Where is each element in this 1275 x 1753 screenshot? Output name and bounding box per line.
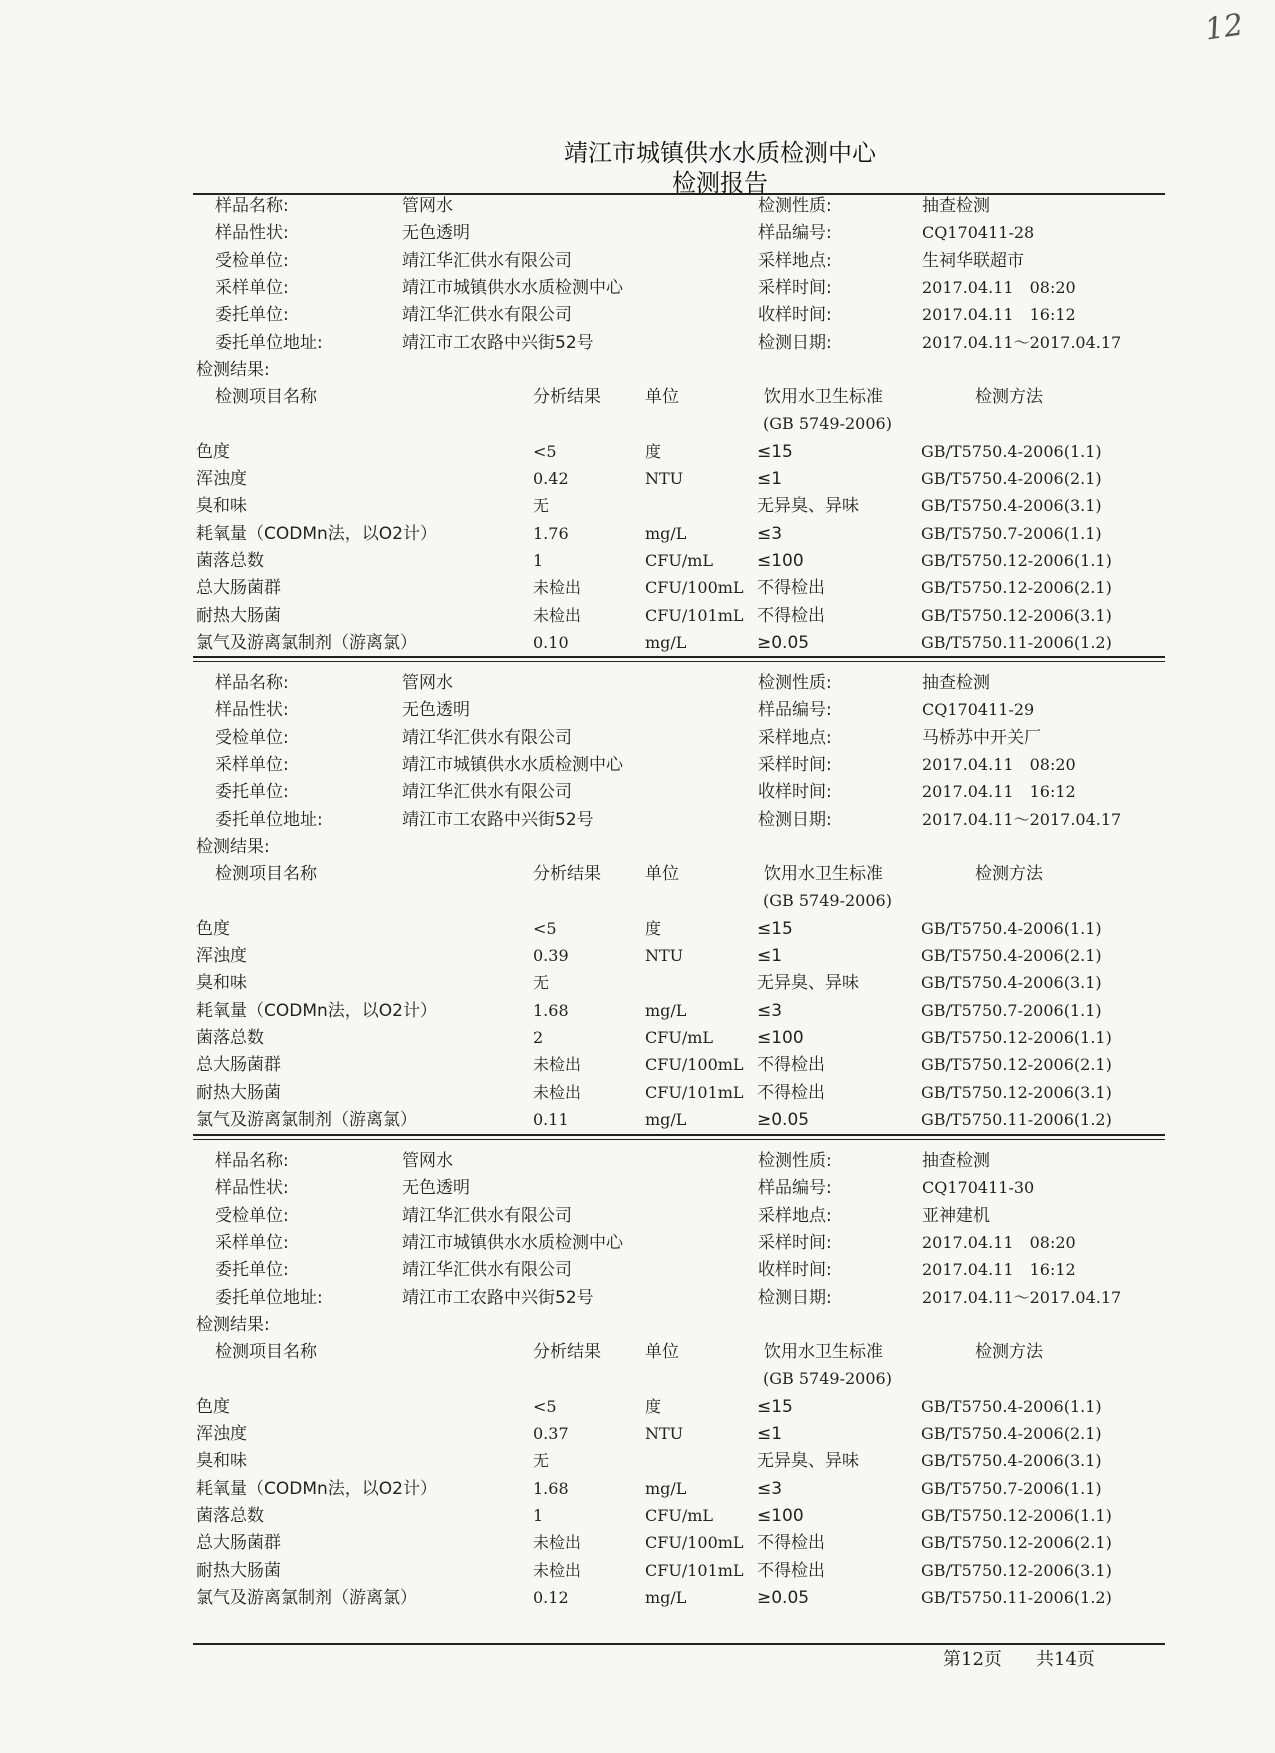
- table-cell-method: GB/T5750.4-2006(1.1): [921, 1396, 1102, 1416]
- field-value-entrust-address: 靖江市工农路中兴街52号: [402, 809, 594, 830]
- field-label-test-date: 检测日期:: [758, 332, 832, 353]
- table-cell-standard: ≥0.05: [757, 1587, 810, 1608]
- table-cell-unit: mg/L: [645, 1000, 687, 1020]
- table-cell-result: 1.68: [533, 1478, 569, 1498]
- field-value-sampling-time: 2017.04.11 08:20: [922, 1232, 1076, 1252]
- table-cell-item: 氯气及游离氯制剂（游离氯）: [196, 632, 417, 653]
- field-value-receive-time: 2017.04.11 16:12: [922, 305, 1076, 325]
- col-header-item: 检测项目名称: [215, 1342, 317, 1363]
- table-cell-result: 0.10: [533, 632, 569, 652]
- results-label: 检测结果:: [196, 1314, 270, 1335]
- field-label-inspected-unit: 受检单位:: [215, 727, 289, 748]
- field-label-entrust-unit: 委托单位:: [215, 305, 289, 326]
- field-value-sample-name: 管网水: [402, 1151, 453, 1171]
- footer-rule: [193, 1643, 1165, 1645]
- table-cell-method: GB/T5750.4-2006(3.1): [921, 973, 1102, 993]
- table-cell-item: 臭和味: [196, 1451, 247, 1472]
- table-cell-method: GB/T5750.4-2006(2.1): [921, 946, 1102, 965]
- table-cell-unit: mg/L: [645, 1109, 687, 1129]
- field-label-sample-no: 样品编号:: [758, 1178, 832, 1199]
- table-cell-result: 1: [533, 1505, 544, 1525]
- field-label-sampling-time: 采样时间:: [758, 277, 832, 298]
- field-value-sampling-time: 2017.04.11 08:20: [922, 754, 1076, 774]
- table-cell-unit: CFU/101mL: [645, 1082, 744, 1102]
- field-label-receive-time: 收样时间:: [758, 782, 832, 803]
- table-cell-result: 1.76: [533, 523, 569, 543]
- table-cell-method: GB/T5750.4-2006(3.1): [921, 496, 1102, 516]
- col-header-result: 分析结果: [533, 1342, 601, 1363]
- table-cell-item: 色度: [196, 1396, 230, 1417]
- table-cell-unit: CFU/100mL: [645, 1055, 744, 1075]
- table-cell-unit: CFU/100mL: [645, 1533, 744, 1553]
- field-value-entrust-unit: 靖江华汇供水有限公司: [402, 782, 572, 803]
- field-label-sample-nature: 样品性状:: [215, 1178, 289, 1199]
- table-cell-standard: ≤15: [757, 441, 793, 462]
- field-value-test-date: 2017.04.11～2017.04.17: [922, 332, 1122, 352]
- table-cell-item: 耐热大肠菌: [196, 1082, 281, 1103]
- table-cell-standard: 不得检出: [757, 578, 825, 599]
- table-cell-standard: 不得检出: [757, 1055, 825, 1076]
- field-value-receive-time: 2017.04.11 16:12: [922, 782, 1076, 802]
- col-header-unit: 单位: [645, 387, 679, 408]
- table-cell-item: 总大肠菌群: [196, 1533, 281, 1554]
- table-cell-item: 菌落总数: [196, 1027, 264, 1048]
- table-cell-result: 无: [533, 496, 550, 516]
- table-cell-unit: CFU/mL: [645, 1027, 714, 1047]
- table-cell-item: 耗氧量（CODMn法，以O2计）: [196, 1000, 437, 1021]
- table-cell-standard: ≤100: [757, 550, 804, 571]
- field-value-inspected-unit: 靖江华汇供水有限公司: [402, 1205, 572, 1226]
- table-cell-result: 未检出: [533, 1560, 582, 1580]
- table-cell-item: 菌落总数: [196, 550, 264, 571]
- table-cell-standard: 不得检出: [757, 1560, 825, 1581]
- table-cell-item: 色度: [196, 918, 230, 939]
- table-cell-method: GB/T5750.11-2006(1.2): [921, 1109, 1112, 1129]
- table-cell-method: GB/T5750.4-2006(2.1): [921, 1424, 1102, 1443]
- field-label-sampling-site: 采样地点:: [758, 1205, 832, 1226]
- table-cell-item: 臭和味: [196, 496, 247, 517]
- field-label-sampling-unit: 采样单位:: [215, 277, 289, 298]
- table-cell-method: GB/T5750.12-2006(2.1): [921, 578, 1112, 598]
- table-cell-standard: 无异臭、异味: [757, 973, 859, 994]
- field-label-sample-nature: 样品性状:: [215, 223, 289, 244]
- field-label-sample-name: 样品名称:: [215, 196, 289, 216]
- field-value-sample-name: 管网水: [402, 196, 453, 216]
- field-value-test-date: 2017.04.11～2017.04.17: [922, 1287, 1122, 1307]
- field-value-sample-no: CQ170411-30: [922, 1178, 1035, 1198]
- col-header-method: 检测方法: [975, 864, 1043, 885]
- table-cell-standard: ≤15: [757, 918, 793, 939]
- field-label-inspected-unit: 受检单位:: [215, 1205, 289, 1226]
- table-cell-item: 总大肠菌群: [196, 1055, 281, 1076]
- table-cell-standard: 无异臭、异味: [757, 1451, 859, 1472]
- col-header-standard: 饮用水卫生标准: [764, 864, 883, 885]
- section-rule: [193, 656, 1165, 662]
- table-cell-result: <5: [533, 918, 557, 938]
- table-cell-result: 0.39: [533, 946, 569, 965]
- field-label-sample-no: 样品编号:: [758, 700, 832, 721]
- table-cell-item: 耐热大肠菌: [196, 605, 281, 626]
- field-label-entrust-address: 委托单位地址:: [215, 809, 323, 830]
- col-header-unit: 单位: [645, 864, 679, 885]
- col-header-method: 检测方法: [975, 1342, 1043, 1363]
- table-cell-method: GB/T5750.4-2006(3.1): [921, 1451, 1102, 1471]
- field-value-sample-no: CQ170411-29: [922, 700, 1035, 720]
- table-cell-method: GB/T5750.12-2006(3.1): [921, 1082, 1112, 1102]
- field-value-sampling-unit: 靖江市城镇供水水质检测中心: [402, 754, 623, 775]
- field-value-sampling-site: 生祠华联超市: [922, 250, 1024, 271]
- col-header-standard-ref: (GB 5749-2006): [763, 891, 892, 911]
- col-header-standard-ref: (GB 5749-2006): [763, 414, 892, 434]
- table-cell-result: 0.12: [533, 1587, 569, 1607]
- table-cell-result: 未检出: [533, 1082, 582, 1102]
- table-cell-standard: ≤3: [757, 523, 783, 544]
- field-value-sampling-unit: 靖江市城镇供水水质检测中心: [402, 1232, 623, 1253]
- field-value-test-type: 抽查检测: [922, 673, 990, 693]
- table-cell-result: 未检出: [533, 1533, 582, 1553]
- col-header-result: 分析结果: [533, 387, 601, 408]
- field-label-test-type: 检测性质:: [758, 196, 832, 216]
- table-cell-standard: ≤1: [757, 946, 783, 966]
- col-header-standard-ref: (GB 5749-2006): [763, 1369, 892, 1389]
- table-cell-standard: ≤100: [757, 1505, 804, 1526]
- page-number: 第12页: [943, 1649, 1002, 1670]
- field-value-test-date: 2017.04.11～2017.04.17: [922, 809, 1122, 829]
- table-cell-item: 浑浊度: [196, 946, 247, 966]
- field-label-entrust-unit: 委托单位:: [215, 1260, 289, 1281]
- table-cell-unit: mg/L: [645, 1478, 687, 1498]
- field-value-entrust-unit: 靖江华汇供水有限公司: [402, 305, 572, 326]
- table-cell-result: 0.37: [533, 1424, 569, 1443]
- col-header-standard: 饮用水卫生标准: [764, 387, 883, 408]
- field-value-sample-name: 管网水: [402, 673, 453, 693]
- table-cell-method: GB/T5750.11-2006(1.2): [921, 632, 1112, 652]
- table-cell-unit: NTU: [645, 469, 684, 488]
- table-cell-unit: NTU: [645, 946, 684, 965]
- table-cell-unit: mg/L: [645, 523, 687, 543]
- section-rule: [193, 193, 1165, 195]
- field-value-sampling-site: 亚神建机: [922, 1205, 990, 1226]
- table-cell-result: <5: [533, 1396, 557, 1416]
- field-label-sample-no: 样品编号:: [758, 223, 832, 244]
- field-value-sample-no: CQ170411-28: [922, 223, 1035, 243]
- table-cell-result: 未检出: [533, 578, 582, 598]
- results-label: 检测结果:: [196, 359, 270, 380]
- report-title: 检测报告: [672, 169, 768, 197]
- table-cell-method: GB/T5750.7-2006(1.1): [921, 523, 1102, 543]
- field-label-receive-time: 收样时间:: [758, 1260, 832, 1281]
- field-label-entrust-unit: 委托单位:: [215, 782, 289, 803]
- field-label-inspected-unit: 受检单位:: [215, 250, 289, 271]
- field-value-inspected-unit: 靖江华汇供水有限公司: [402, 250, 572, 271]
- table-cell-result: 0.42: [533, 469, 569, 488]
- handwritten-page-number: 12: [1202, 7, 1246, 48]
- table-cell-item: 氯气及游离氯制剂（游离氯）: [196, 1587, 417, 1608]
- col-header-item: 检测项目名称: [215, 387, 317, 408]
- table-cell-item: 浑浊度: [196, 469, 247, 489]
- field-value-sample-nature: 无色透明: [402, 1178, 470, 1199]
- table-cell-method: GB/T5750.4-2006(1.1): [921, 918, 1102, 938]
- table-cell-result: 2: [533, 1027, 544, 1047]
- field-label-sampling-time: 采样时间:: [758, 1232, 832, 1253]
- table-cell-result: 未检出: [533, 605, 582, 625]
- table-cell-standard: ≥0.05: [757, 1109, 810, 1130]
- table-cell-result: 无: [533, 973, 550, 993]
- table-cell-item: 耗氧量（CODMn法，以O2计）: [196, 1478, 437, 1499]
- table-cell-unit: CFU/mL: [645, 1505, 714, 1525]
- field-value-receive-time: 2017.04.11 16:12: [922, 1260, 1076, 1280]
- table-cell-result: 无: [533, 1451, 550, 1471]
- table-cell-standard: ≤15: [757, 1396, 793, 1417]
- table-cell-standard: ≤100: [757, 1027, 804, 1048]
- field-value-entrust-address: 靖江市工农路中兴街52号: [402, 1287, 594, 1308]
- table-cell-item: 耗氧量（CODMn法，以O2计）: [196, 523, 437, 544]
- table-cell-method: GB/T5750.12-2006(1.1): [921, 1027, 1112, 1047]
- field-value-sampling-time: 2017.04.11 08:20: [922, 277, 1076, 297]
- field-value-test-type: 抽查检测: [922, 1151, 990, 1171]
- table-cell-item: 菌落总数: [196, 1505, 264, 1526]
- results-label: 检测结果:: [196, 836, 270, 857]
- table-cell-standard: 无异臭、异味: [757, 496, 859, 517]
- col-header-method: 检测方法: [975, 387, 1043, 408]
- table-cell-method: GB/T5750.12-2006(3.1): [921, 605, 1112, 625]
- table-cell-method: GB/T5750.11-2006(1.2): [921, 1587, 1112, 1607]
- table-cell-unit: CFU/101mL: [645, 1560, 744, 1580]
- table-cell-standard: 不得检出: [757, 1082, 825, 1103]
- table-cell-method: GB/T5750.12-2006(3.1): [921, 1560, 1112, 1580]
- field-label-test-type: 检测性质:: [758, 1151, 832, 1171]
- table-cell-result: 1.68: [533, 1000, 569, 1020]
- table-cell-item: 总大肠菌群: [196, 578, 281, 599]
- table-cell-item: 浑浊度: [196, 1424, 247, 1444]
- field-label-sampling-unit: 采样单位:: [215, 754, 289, 775]
- table-cell-result: 1: [533, 550, 544, 570]
- table-cell-result: 0.11: [533, 1109, 569, 1129]
- page-total: 共14页: [1036, 1649, 1095, 1670]
- field-value-sample-nature: 无色透明: [402, 223, 470, 244]
- table-cell-standard: 不得检出: [757, 605, 825, 626]
- field-label-entrust-address: 委托单位地址:: [215, 332, 323, 353]
- table-cell-method: GB/T5750.7-2006(1.1): [921, 1478, 1102, 1498]
- table-cell-method: GB/T5750.12-2006(1.1): [921, 1505, 1112, 1525]
- field-label-sample-name: 样品名称:: [215, 673, 289, 693]
- table-cell-unit: mg/L: [645, 1587, 687, 1607]
- table-cell-standard: ≥0.05: [757, 632, 810, 653]
- table-cell-item: 臭和味: [196, 973, 247, 994]
- table-cell-standard: ≤3: [757, 1478, 783, 1499]
- table-cell-standard: ≤1: [757, 469, 783, 489]
- table-cell-method: GB/T5750.4-2006(1.1): [921, 441, 1102, 461]
- table-cell-unit: mg/L: [645, 632, 687, 652]
- table-cell-item: 氯气及游离氯制剂（游离氯）: [196, 1109, 417, 1130]
- field-label-sampling-site: 采样地点:: [758, 250, 832, 271]
- table-cell-method: GB/T5750.7-2006(1.1): [921, 1000, 1102, 1020]
- field-value-sample-nature: 无色透明: [402, 700, 470, 721]
- table-cell-unit: CFU/mL: [645, 550, 714, 570]
- field-value-entrust-unit: 靖江华汇供水有限公司: [402, 1260, 572, 1281]
- table-cell-unit: NTU: [645, 1424, 684, 1443]
- field-label-test-date: 检测日期:: [758, 1287, 832, 1308]
- table-cell-unit: 度: [645, 1396, 662, 1416]
- table-cell-item: 色度: [196, 441, 230, 462]
- field-value-test-type: 抽查检测: [922, 196, 990, 216]
- field-label-sampling-unit: 采样单位:: [215, 1232, 289, 1253]
- table-cell-unit: CFU/101mL: [645, 605, 744, 625]
- table-cell-unit: CFU/100mL: [645, 578, 744, 598]
- table-cell-method: GB/T5750.12-2006(2.1): [921, 1055, 1112, 1075]
- field-value-sampling-site: 马桥苏中开关厂: [922, 727, 1041, 748]
- field-label-sampling-time: 采样时间:: [758, 754, 832, 775]
- field-value-inspected-unit: 靖江华汇供水有限公司: [402, 727, 572, 748]
- field-value-entrust-address: 靖江市工农路中兴街52号: [402, 332, 594, 353]
- field-label-sample-nature: 样品性状:: [215, 700, 289, 721]
- table-cell-unit: 度: [645, 918, 662, 938]
- table-cell-item: 耐热大肠菌: [196, 1560, 281, 1581]
- table-cell-standard: ≤3: [757, 1000, 783, 1021]
- col-header-result: 分析结果: [533, 864, 601, 885]
- field-label-entrust-address: 委托单位地址:: [215, 1287, 323, 1308]
- org-title: 靖江市城镇供水水质检测中心: [564, 139, 876, 167]
- field-label-test-date: 检测日期:: [758, 809, 832, 830]
- table-cell-result: <5: [533, 441, 557, 461]
- table-cell-standard: 不得检出: [757, 1533, 825, 1554]
- table-cell-method: GB/T5750.12-2006(1.1): [921, 550, 1112, 570]
- field-label-test-type: 检测性质:: [758, 673, 832, 693]
- table-cell-standard: ≤1: [757, 1424, 783, 1444]
- table-cell-result: 未检出: [533, 1055, 582, 1075]
- field-label-sampling-site: 采样地点:: [758, 727, 832, 748]
- field-label-sample-name: 样品名称:: [215, 1151, 289, 1171]
- section-rule: [193, 1134, 1165, 1140]
- table-cell-method: GB/T5750.4-2006(2.1): [921, 469, 1102, 488]
- col-header-standard: 饮用水卫生标准: [764, 1342, 883, 1363]
- field-label-receive-time: 收样时间:: [758, 305, 832, 326]
- table-cell-unit: 度: [645, 441, 662, 461]
- col-header-item: 检测项目名称: [215, 864, 317, 885]
- field-value-sampling-unit: 靖江市城镇供水水质检测中心: [402, 277, 623, 298]
- table-cell-method: GB/T5750.12-2006(2.1): [921, 1533, 1112, 1553]
- col-header-unit: 单位: [645, 1342, 679, 1363]
